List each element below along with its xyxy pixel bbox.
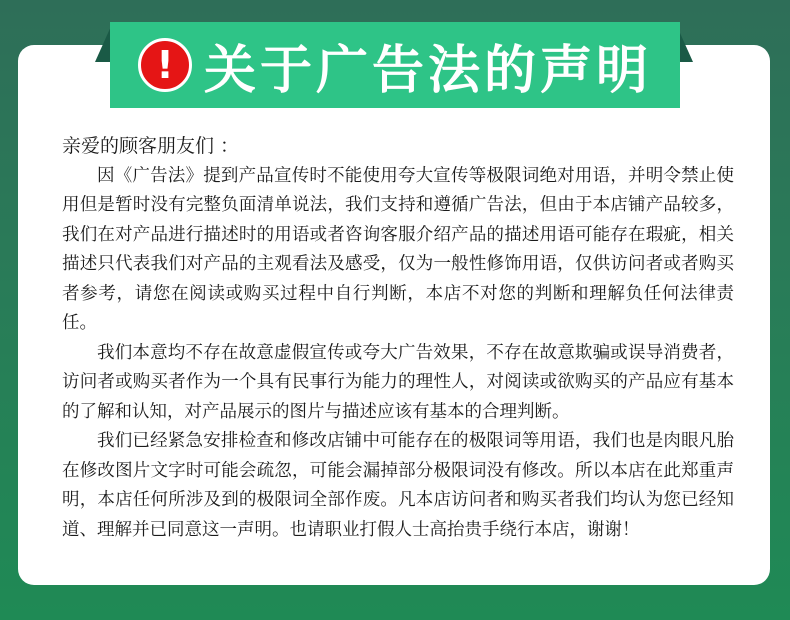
paragraph-1: 因《广告法》提到产品宣传时不能使用夸大宣传等极限词绝对用语，并明令禁止使用但是暂时没有完整负面清单说法，我们支持和遵循广告法，但由于本店铺产品较多，我们在对产品进行描述时的用语或者咨询客服介绍产品的描述用语可能存在瑕疵，相关描述只代表我们对产品的主观看法及感受，仅为一般性修饰用语，仅供访问者或者购买者参考，请您在阅读或购买过程中自行判断，本店不对您的判断和理解负任何法律责任。 [62,165,734,333]
title-banner [110,22,680,108]
salutation: 亲爱的顾客朋友们 ： [62,135,240,157]
page-title: 关于广告法的声明 [203,40,652,101]
alert-icon: ! [138,38,192,92]
notice-body [62,132,734,545]
paragraph-2: 我们本意均不存在故意虚假宣传或夸大广告效果，不存在故意欺骗或误导消费者，访问者或购买者作为一个具有民事行为能力的理性人，对阅读或欲购买的产品应有基本的了解和认知，对产品展示的图片与描述应该有基本的合理判断。 [62,342,734,422]
paragraph-3: 我们已经紧急安排检查和修改店铺中可能存在的极限词等用语，我们也是肉眼凡胎在修改图片文字时可能会疏忽，可能会漏掉部分极限词没有修改。所以本店在此郑重声明，本店任何所涉及到的极限词全部作废。凡本店访问者和购买者我们均认为您已经知道、理解并已同意这一声明。也请职业打假人士高抬贵手绕行本店，谢谢！ [62,431,734,540]
